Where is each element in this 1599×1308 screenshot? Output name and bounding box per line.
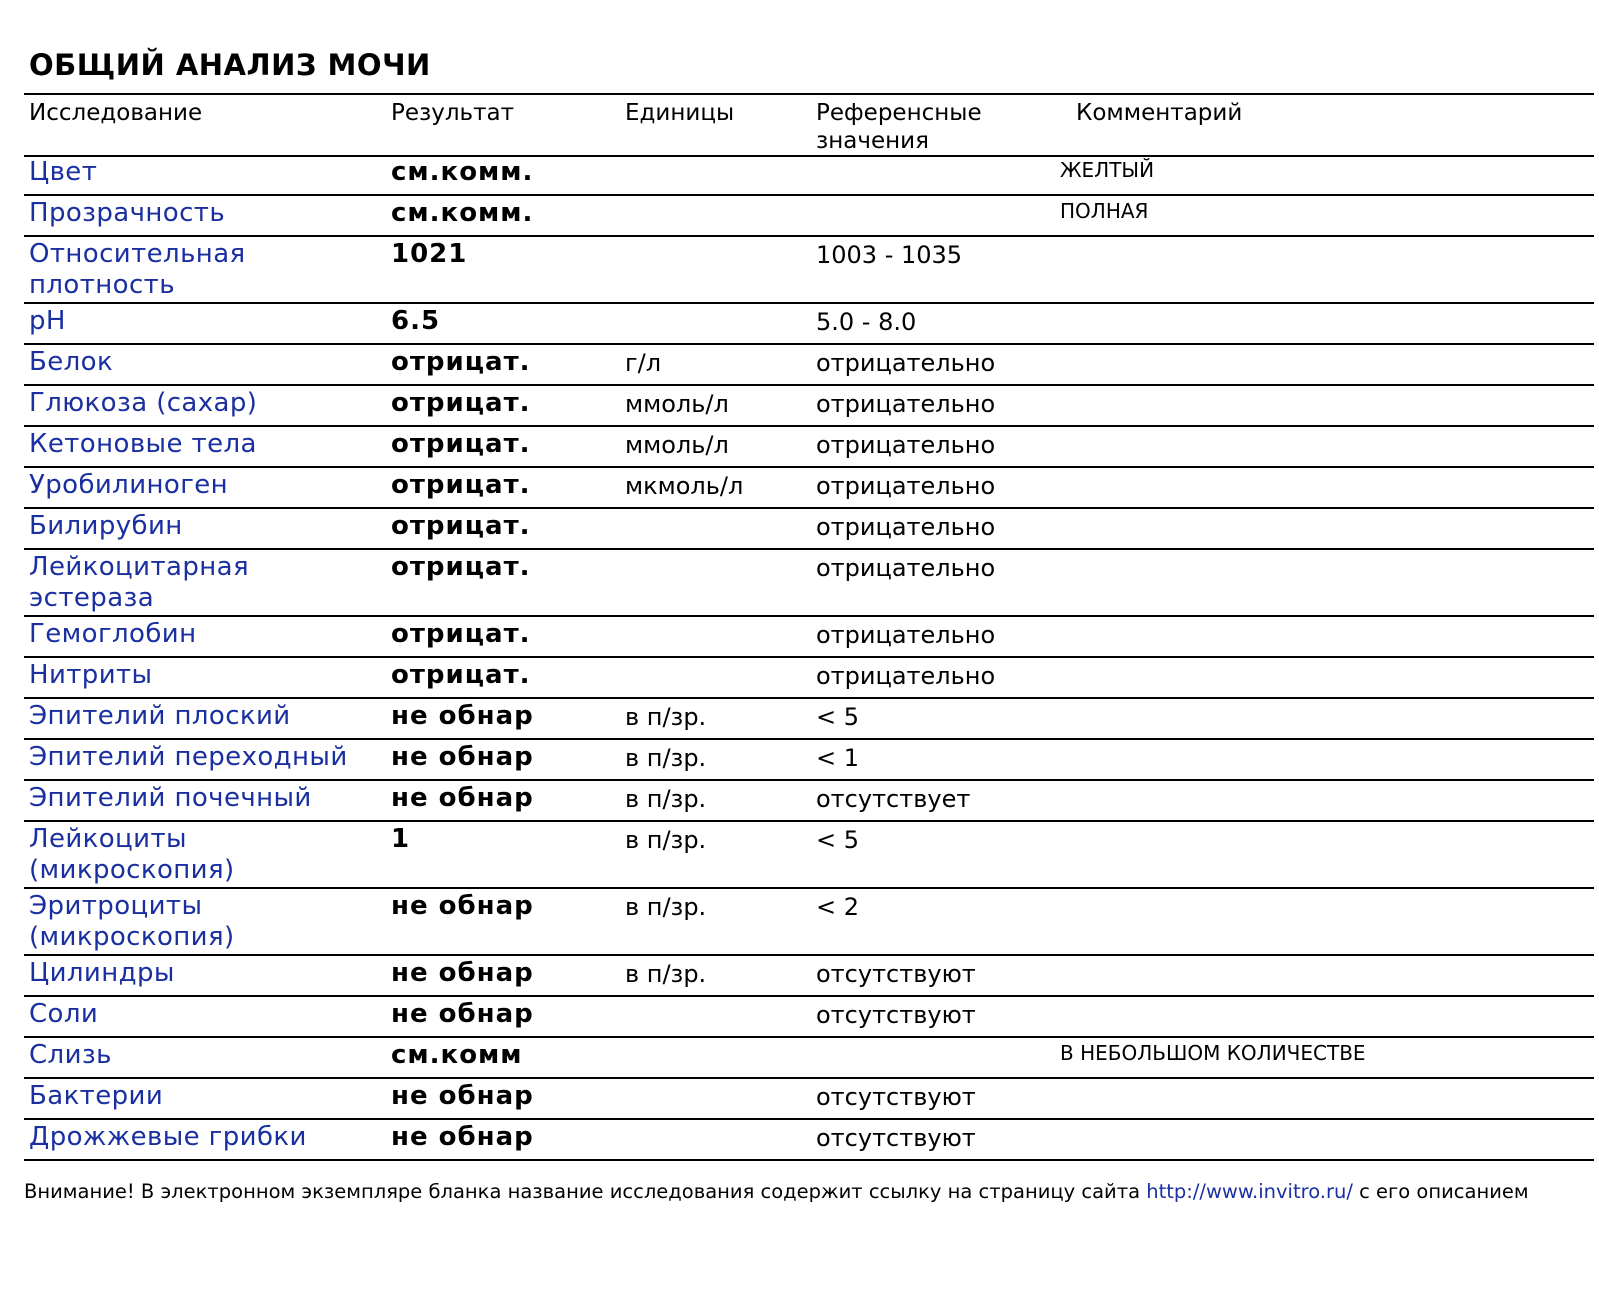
- table-row: [24, 196, 1594, 237]
- units-value: г/л: [625, 349, 662, 377]
- test-name-link[interactable]: Эпителий переходный: [29, 742, 348, 772]
- result-value: отрицат.: [391, 619, 531, 649]
- header-reference-line1: Референсные: [816, 100, 982, 126]
- test-name-link[interactable]: Цвет: [29, 157, 98, 187]
- footer-link[interactable]: http://www.invitro.ru/: [1146, 1180, 1353, 1203]
- test-name-link[interactable]: Кетоновые тела: [29, 429, 257, 459]
- result-value: не обнар: [391, 958, 534, 988]
- result-value: не обнар: [391, 783, 534, 813]
- footer-text: Внимание! В электронном экземпляре бланка название исследования содержит ссылку на страницу сайта: [24, 1180, 1147, 1203]
- table-row: [24, 550, 1594, 617]
- result-value: отрицат.: [391, 552, 531, 582]
- result-value: 6.5: [391, 306, 441, 336]
- table-row: [24, 427, 1594, 468]
- table-row: [24, 386, 1594, 427]
- units-value: в п/зр.: [625, 893, 707, 921]
- reference-value: отсутствует: [816, 785, 971, 813]
- reference-value: 5.0 - 8.0: [816, 308, 917, 336]
- table-row: [24, 345, 1594, 386]
- test-name-link[interactable]: Билирубин: [29, 511, 183, 541]
- table-row: [24, 155, 1594, 196]
- table-row: [24, 956, 1594, 997]
- test-name-link[interactable]: Относительная плотность: [29, 239, 246, 300]
- table-row: [24, 1120, 1594, 1161]
- table-row: [24, 822, 1594, 889]
- units-value: мкмоль/л: [625, 472, 744, 500]
- reference-value: 1003 - 1035: [816, 241, 963, 269]
- reference-value: отрицательно: [816, 390, 996, 418]
- test-name-link[interactable]: Дрожжевые грибки: [29, 1122, 307, 1152]
- units-value: ммоль/л: [625, 431, 729, 459]
- result-value: отрицат.: [391, 470, 531, 500]
- test-name-link[interactable]: Соли: [29, 999, 99, 1029]
- result-value: не обнар: [391, 1081, 534, 1111]
- header-comment: Комментарий: [1076, 100, 1243, 126]
- table-row: [24, 509, 1594, 550]
- reference-value: отрицательно: [816, 621, 996, 649]
- test-name-link[interactable]: Эпителий плоский: [29, 701, 291, 731]
- comment-value: ЖЕЛТЫЙ: [1060, 158, 1155, 182]
- result-value: отрицат.: [391, 347, 531, 377]
- header-test: Исследование: [29, 100, 203, 126]
- comment-value: В НЕБОЛЬШОМ КОЛИЧЕСТВЕ: [1060, 1041, 1366, 1065]
- test-name-link[interactable]: Глюкоза (сахар): [29, 388, 258, 418]
- test-name-link[interactable]: Лейкоциты (микроскопия): [29, 824, 235, 885]
- reference-value: < 2: [816, 893, 860, 921]
- test-name-link[interactable]: pH: [29, 306, 66, 336]
- result-value: см.комм.: [391, 198, 534, 228]
- units-value: в п/зр.: [625, 744, 707, 772]
- reference-value: < 5: [816, 703, 860, 731]
- result-value: отрицат.: [391, 429, 531, 459]
- reference-value: отсутствуют: [816, 1124, 976, 1152]
- test-name-link[interactable]: Цилиндры: [29, 958, 175, 988]
- table-row: [24, 699, 1594, 740]
- table-row: [24, 468, 1594, 509]
- header-reference: [816, 99, 1016, 155]
- reference-value: отрицательно: [816, 472, 996, 500]
- result-value: не обнар: [391, 999, 534, 1029]
- reference-value: < 1: [816, 744, 860, 772]
- table-row: [24, 781, 1594, 822]
- header-reference-line2: значения: [816, 128, 929, 154]
- comment-value: ПОЛНАЯ: [1060, 199, 1149, 223]
- result-value: см.комм: [391, 1040, 523, 1070]
- footer-note: [24, 1180, 1594, 1203]
- table-row: [24, 658, 1594, 699]
- table-row: [24, 304, 1594, 345]
- result-value: не обнар: [391, 891, 534, 921]
- test-name-link[interactable]: Бактерии: [29, 1081, 164, 1111]
- reference-value: отрицательно: [816, 513, 996, 541]
- result-value: 1021: [391, 239, 468, 269]
- test-name-link[interactable]: Прозрачность: [29, 198, 226, 228]
- reference-value: отрицательно: [816, 349, 996, 377]
- table-row: [24, 997, 1594, 1038]
- result-value: отрицат.: [391, 511, 531, 541]
- header-units: Единицы: [625, 100, 735, 126]
- footer-text-end: с его описанием: [1352, 1180, 1529, 1203]
- test-name-link[interactable]: Эпителий почечный: [29, 783, 312, 813]
- test-name-link[interactable]: Лейкоцитарная эстераза: [29, 552, 250, 613]
- table-row: [24, 1079, 1594, 1120]
- results-table-body: [24, 155, 1594, 1161]
- result-value: не обнар: [391, 701, 534, 731]
- result-value: отрицат.: [391, 388, 531, 418]
- reference-value: отрицательно: [816, 662, 996, 690]
- test-name-link[interactable]: Уробилиноген: [29, 470, 229, 500]
- test-name-link[interactable]: Гемоглобин: [29, 619, 197, 649]
- table-row: [24, 1038, 1594, 1079]
- result-value: не обнар: [391, 1122, 534, 1152]
- header-result: Результат: [391, 100, 515, 126]
- table-header: [24, 93, 1594, 157]
- reference-value: отрицательно: [816, 554, 996, 582]
- result-value: см.комм.: [391, 157, 534, 187]
- table-row: [24, 237, 1594, 304]
- reference-value: отрицательно: [816, 431, 996, 459]
- reference-value: отсутствуют: [816, 960, 976, 988]
- units-value: в п/зр.: [625, 785, 707, 813]
- units-value: ммоль/л: [625, 390, 729, 418]
- reference-value: < 5: [816, 826, 860, 854]
- reference-value: отсутствуют: [816, 1001, 976, 1029]
- result-value: не обнар: [391, 742, 534, 772]
- result-value: отрицат.: [391, 660, 531, 690]
- test-name-link[interactable]: Нитриты: [29, 660, 153, 690]
- table-row: [24, 740, 1594, 781]
- result-value: 1: [391, 824, 411, 854]
- units-value: в п/зр.: [625, 960, 707, 988]
- test-name-link[interactable]: Эритроциты (микроскопия): [29, 891, 235, 952]
- report-title: ОБЩИЙ АНАЛИЗ МОЧИ: [29, 48, 431, 82]
- reference-value: отсутствуют: [816, 1083, 976, 1111]
- table-row: [24, 617, 1594, 658]
- test-name-link[interactable]: Белок: [29, 347, 114, 377]
- units-value: в п/зр.: [625, 826, 707, 854]
- test-name-link[interactable]: Слизь: [29, 1040, 112, 1070]
- units-value: в п/зр.: [625, 703, 707, 731]
- table-row: [24, 889, 1594, 956]
